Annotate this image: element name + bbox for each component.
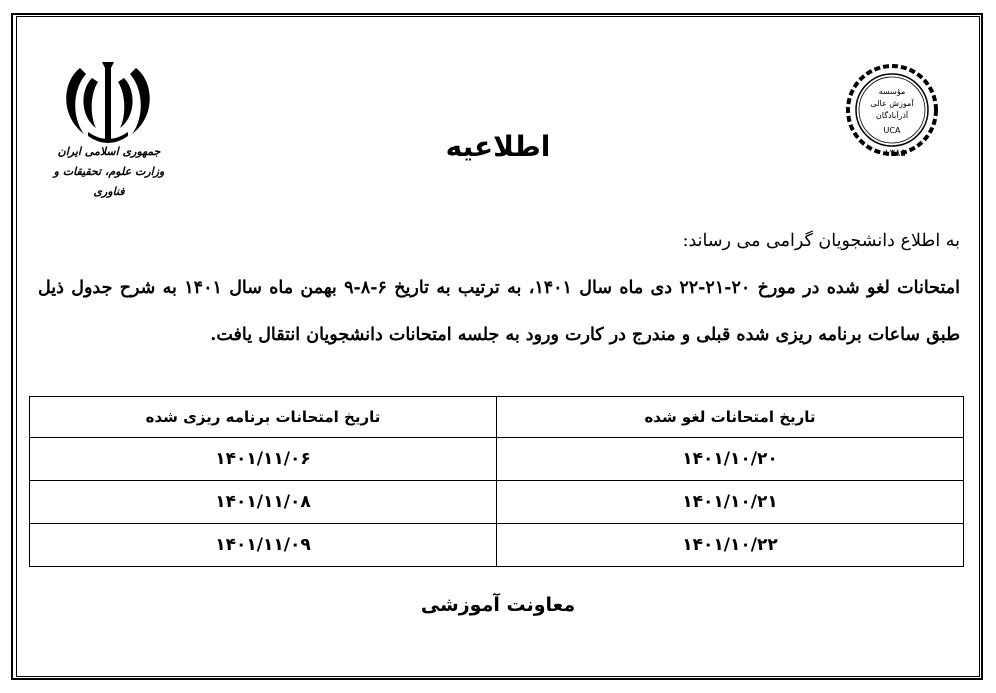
seal-text-line1: مؤسسه: [878, 87, 906, 96]
emblem-caption-line1: جمهوری اسلامی ایران: [57, 145, 161, 158]
rescheduled-date-cell: ۱۴۰۱/۱۱/۰۸: [30, 481, 497, 524]
seal-text-line4: UCA: [883, 126, 901, 135]
emblem-caption: [44, 142, 174, 202]
seal-text-line3: آذرآبادگان: [875, 111, 909, 120]
signature-office: معاونت آموزشی: [420, 594, 576, 616]
cancelled-date-cell: ۱۴۰۱/۱۰/۲۰: [497, 438, 964, 481]
iran-emblem-logo: [58, 60, 158, 146]
cancelled-date-cell: ۱۴۰۱/۱۰/۲۱: [497, 481, 964, 524]
table-header-row: [30, 397, 964, 438]
header-rescheduled-dates: تاریخ امتحانات برنامه ریزی شده: [30, 397, 497, 438]
greeting-line: به اطلاع دانشجویان گرامی می رساند:: [682, 231, 960, 251]
emblem-caption-line2: وزارت علوم، تحقیقات و فناوری: [53, 165, 165, 198]
seal-text-line2: آموزش عالی: [870, 99, 914, 108]
announcement-body: [38, 218, 960, 359]
cancelled-date-cell: ۱۴۰۱/۱۰/۲۲: [497, 524, 964, 567]
table-row: [30, 524, 964, 567]
header-cancelled-dates: تاریخ امتحانات لغو شده: [497, 397, 964, 438]
announcement-paragraph: امتحانات لغو شده در مورخ ۲۰-۲۱-۲۲ دی ماه سال ۱۴۰۱، به ترتیب به تاریخ ۶-۸-۹ بهمن ماه سال ۱۴۰۱ به شرح جدول ذیل طبق ساعات برنامه ریزی شده قبلی و مندرج در کارت ورود به جلسه امتحانات دانشجویان انتقال یافت.: [38, 278, 960, 345]
page-title: اطلاعیه: [445, 130, 551, 163]
table-row: [30, 481, 964, 524]
rescheduled-date-cell: ۱۴۰۱/۱۱/۰۶: [30, 438, 497, 481]
institute-seal-logo: [844, 62, 940, 158]
table-row: [30, 438, 964, 481]
rescheduled-date-cell: ۱۴۰۱/۱۱/۰۹: [30, 524, 497, 567]
exam-dates-table: [29, 396, 964, 567]
seal-year: ۱۳۸۵: [884, 148, 906, 159]
